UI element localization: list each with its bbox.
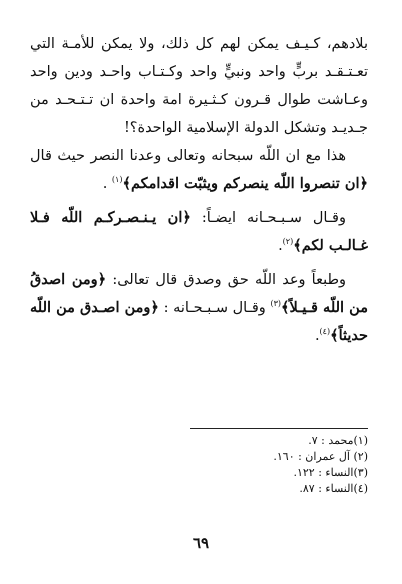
text-segment: وطبعاً وعد اللّه حق وصدق قال تعالى: <box>106 272 346 288</box>
footnotes <box>40 433 368 497</box>
main-text <box>30 30 368 350</box>
page-number: ٦٩ <box>192 534 210 552</box>
footnote-marker: (٣) <box>270 299 281 309</box>
quran-verse: ﴿ومن اصـدق من اللّه حديثاً﴾ <box>30 299 368 344</box>
footnote-marker: (١) <box>111 175 123 185</box>
footnote-4: (٤)النساء : ٨٧. <box>299 482 368 495</box>
paragraph-3 <box>30 204 368 260</box>
text-segment: بلادهم، كـيـف يمكن لهم كل ذلك، ولا يمكن للأمـة التي تعـتـقـد بربٍّ واحد ونبيٍّ واحد وكـتـاب واحـد ودين واحد وعـاشت طوال قـرون كـثـيرة امة واحدة ان تـتـحـد من جـديـد وتشكل الدولة الإسلامية الواحدة؟! <box>30 36 368 136</box>
text-segment: هذا مع ان اللّه سبحانه وتعالى وعدنا النصر حيث قال <box>30 148 346 164</box>
paragraph-4 <box>30 266 368 350</box>
footnote-3: (٣)النساء : ١٢٢. <box>293 466 368 479</box>
text-segment: . <box>102 176 112 192</box>
footnote-2: (٢) آل عمران : ١٦٠. <box>273 450 368 463</box>
quran-verse: ﴿ان تنصروا اللّه ينصركم ويثبّت اقدامكم﴾ <box>122 175 368 192</box>
footnote-marker: (٢) <box>282 237 294 247</box>
text-segment: . <box>314 328 320 344</box>
footnote-divider <box>190 428 368 429</box>
text-segment: وقـال سـبـحـانه ايضـاً: <box>190 210 346 226</box>
footnote-marker: (٤) <box>319 327 331 337</box>
quran-verse: ﴿ومن اصدقُ من اللّه قـيـلاً﴾ <box>30 271 368 316</box>
paragraph-2 <box>30 142 368 198</box>
paragraph-1 <box>30 30 368 142</box>
quran-verse: ﴿ان يـنـصـركـم اللّه فـلا غـالـب لكم﴾ <box>30 209 368 254</box>
text-segment: وقـال سـبـحـانه : <box>158 300 271 316</box>
text-segment: . <box>278 238 283 254</box>
footnote-1: (١)محمد : ٧. <box>308 434 368 447</box>
